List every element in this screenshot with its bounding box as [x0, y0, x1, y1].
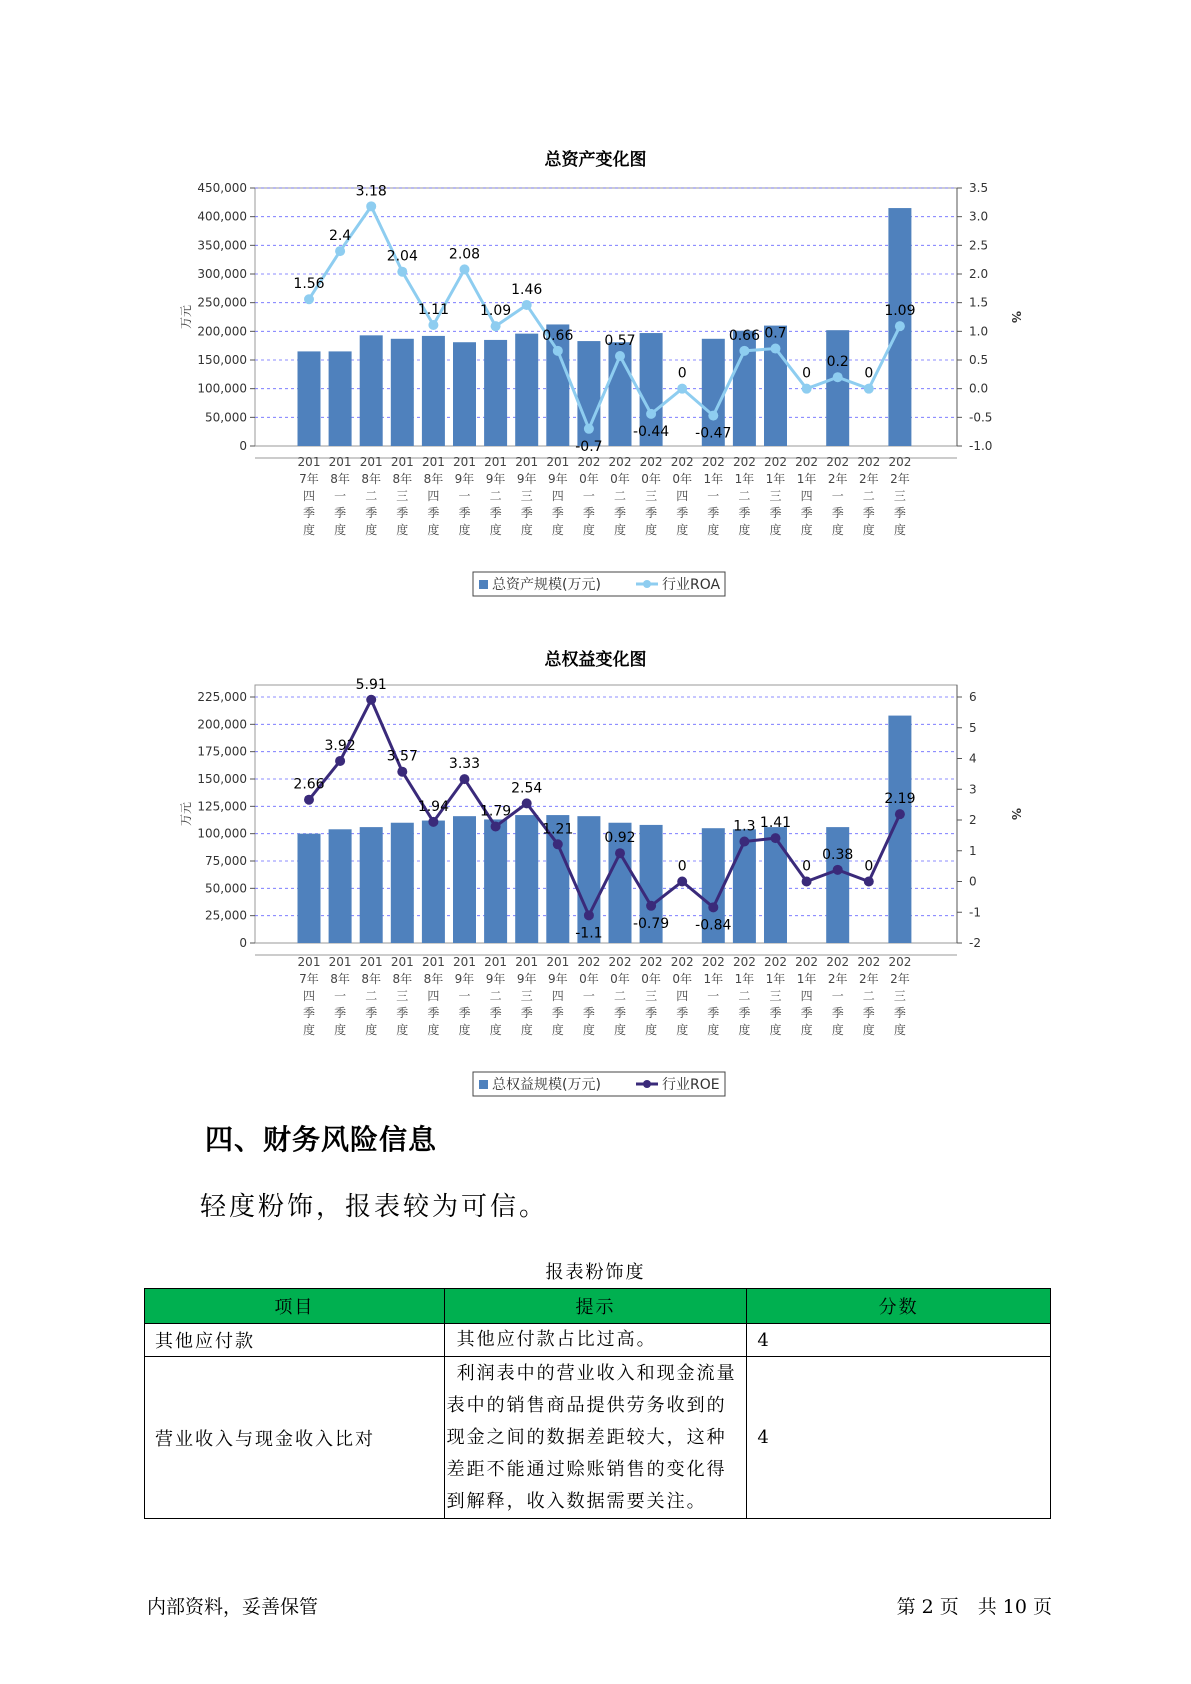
left-tick-label: 0	[239, 936, 247, 950]
legend-bar-swatch	[479, 1080, 488, 1089]
bar	[453, 816, 476, 943]
category-label: 201 8年二季度	[359, 455, 383, 537]
left-tick-label: 50,000	[205, 410, 247, 425]
data-label: 0	[677, 365, 687, 382]
line-point	[428, 817, 438, 827]
category-label: 202 2年一季度	[826, 455, 850, 537]
right-tick-label: 1.0	[969, 324, 989, 339]
category-label: 202 1年四季度	[795, 955, 819, 1037]
category-label: 202 0年一季度	[577, 955, 601, 1037]
right-tick-label: 1	[969, 843, 977, 858]
data-label: 3.18	[355, 183, 387, 200]
bar	[515, 815, 538, 943]
legend-line-marker	[643, 1080, 651, 1088]
row-hint	[444, 1324, 747, 1357]
header-hint: 提示	[444, 1289, 747, 1324]
right-tick-label: -2	[969, 936, 981, 950]
right-tick-label: 0.0	[969, 381, 989, 396]
data-label: 3.92	[324, 737, 356, 754]
left-tick-label: 200,000	[197, 324, 247, 339]
section-text: 轻度粉饰，报表较为可信。	[200, 1192, 549, 1222]
category-label: 202 0年二季度	[608, 955, 632, 1037]
line-point	[584, 910, 594, 920]
category-label: 202 1年四季度	[795, 455, 819, 537]
right-tick-label: 5	[969, 720, 977, 735]
chart-title: 总资产变化图	[544, 150, 647, 170]
category-label: 201 9年二季度	[484, 955, 508, 1037]
category-label: 201 8年一季度	[328, 455, 352, 537]
row-hint-text: 其他应付款占比过高。	[456, 1329, 657, 1350]
right-tick-label: 1.5	[969, 295, 989, 310]
legend-bar-label: 总权益规模(万元)	[492, 1077, 601, 1093]
left-tick-label: 450,000	[197, 181, 247, 195]
category-label: 202 1年三季度	[764, 455, 787, 537]
bar	[391, 823, 414, 943]
data-label: 0.38	[822, 846, 854, 863]
right-axis-label: %	[1009, 310, 1023, 324]
category-label: 202 0年四季度	[670, 455, 694, 537]
data-label: 0.66	[728, 327, 760, 344]
row-hint-text: 利润表中的营业收入和现金流量表中的销售商品提供劳务收到的现金之间的数据差距较大，这种差距不能通过赊账销售的变化得到解释，收入数据需要关注。	[446, 1362, 737, 1512]
legend-line-label: 行业ROA	[662, 577, 721, 593]
category-label: 202 2年二季度	[857, 455, 881, 537]
data-label: 3.57	[386, 748, 418, 765]
line-point	[708, 902, 718, 912]
category-label: 201 8年四季度	[421, 955, 445, 1037]
line-point	[864, 877, 874, 887]
data-label: 2.08	[448, 246, 481, 263]
category-label: 202 0年四季度	[670, 955, 694, 1037]
line-point	[895, 809, 905, 819]
category-label: 201 8年三季度	[390, 955, 414, 1037]
line-point	[522, 798, 532, 808]
line-point	[460, 774, 470, 784]
bar	[484, 819, 507, 943]
left-tick-label: 25,000	[205, 908, 247, 923]
right-tick-label: 2	[969, 813, 977, 827]
line-point	[366, 695, 376, 705]
line-point	[646, 901, 656, 911]
data-label: 1.09	[884, 303, 916, 320]
category-label: 201 8年二季度	[359, 955, 383, 1037]
right-tick-label: 3	[969, 782, 977, 797]
right-axis-label: %	[1009, 807, 1023, 821]
line-point	[739, 837, 749, 847]
data-label: 0.92	[604, 830, 636, 847]
line-point	[553, 839, 563, 849]
data-label: 1.3	[733, 818, 756, 835]
left-tick-label: 150,000	[197, 353, 247, 367]
table-caption: 报表粉饰度	[545, 1262, 646, 1283]
data-label: 0	[677, 858, 687, 875]
left-tick-label: 50,000	[205, 881, 247, 896]
category-label: 201 9年二季度	[484, 455, 508, 537]
category-label: 201 9年三季度	[515, 955, 539, 1037]
data-label: -0.44	[632, 423, 670, 440]
row-item: 其他应付款	[145, 1324, 445, 1357]
left-tick-label: 100,000	[197, 381, 247, 396]
data-label: -0.7	[575, 438, 603, 455]
line-point	[304, 795, 314, 805]
data-label: 0	[864, 365, 874, 382]
category-label: 201 9年三季度	[515, 455, 539, 537]
legend-bar-label: 总资产规模(万元)	[492, 577, 601, 593]
line-point	[771, 833, 781, 843]
data-label: 1.56	[293, 276, 325, 293]
category-label: 202 1年二季度	[732, 455, 756, 537]
category-label: 201 7年四季度	[297, 455, 321, 537]
category-label: 202 1年三季度	[764, 955, 787, 1037]
data-label: 1.94	[417, 798, 449, 815]
row-item: 营业收入与现金收入比对	[145, 1357, 445, 1519]
left-tick-label: 175,000	[197, 744, 247, 759]
right-tick-label: -0.5	[969, 410, 993, 425]
data-label: 2.66	[293, 776, 325, 793]
category-label: 201 9年四季度	[546, 955, 570, 1037]
left-tick-label: 100,000	[197, 826, 247, 841]
data-label: 1.11	[417, 302, 449, 319]
left-tick-label: 400,000	[197, 209, 247, 224]
bar	[422, 821, 445, 943]
left-tick-label: 225,000	[197, 690, 247, 704]
data-label: -0.84	[695, 917, 732, 934]
line-point	[397, 767, 407, 777]
data-label: 3.33	[448, 756, 481, 773]
line-point	[615, 848, 625, 858]
category-label: 202 2年二季度	[857, 955, 881, 1037]
row-score: 4	[747, 1357, 1051, 1519]
data-label: 1.79	[480, 803, 512, 820]
category-label: 202 0年一季度	[577, 455, 601, 537]
left-tick-label: 150,000	[197, 772, 247, 786]
table-header-row	[145, 1289, 1051, 1324]
left-tick-label: 300,000	[197, 267, 247, 281]
line-point	[335, 756, 345, 766]
data-label: 0.7	[764, 325, 787, 342]
bar	[764, 827, 787, 943]
left-tick-label: 75,000	[205, 854, 247, 868]
data-label: -1.1	[575, 925, 603, 942]
bar	[329, 829, 352, 943]
footer-confidential: 内部资料，妥善保管	[147, 1596, 319, 1618]
row-hint	[444, 1357, 747, 1519]
left-tick-label: 0	[239, 439, 247, 453]
data-label: 1.21	[542, 821, 574, 838]
data-label: 1.46	[511, 281, 543, 298]
right-tick-label: 0.5	[969, 353, 989, 367]
data-label: 5.91	[355, 676, 387, 693]
right-tick-label: 3.0	[969, 209, 989, 224]
category-label: 202 1年二季度	[732, 955, 756, 1037]
right-tick-label: 3.5	[969, 181, 989, 195]
data-label: 0.57	[604, 332, 636, 349]
risk-table	[144, 1288, 1051, 1519]
category-label: 202 2年三季度	[888, 455, 912, 537]
bar	[575, 816, 603, 943]
left-tick-label: 125,000	[197, 799, 247, 814]
bar	[298, 834, 321, 943]
category-label: 201 8年三季度	[390, 455, 414, 537]
category-label: 202 0年三季度	[639, 455, 663, 537]
data-label: 1.09	[480, 303, 512, 320]
left-tick-label: 200,000	[197, 717, 247, 732]
left-axis-label: 万元	[179, 801, 193, 827]
chart-title: 总权益变化图	[544, 650, 647, 670]
data-label: 2.54	[511, 780, 543, 797]
bar	[360, 827, 383, 943]
data-label: 2.4	[328, 228, 352, 245]
category-label: 201 7年四季度	[297, 955, 321, 1037]
header-item: 项目	[145, 1289, 445, 1324]
category-label: 201 9年四季度	[546, 455, 570, 537]
data-label: 0	[802, 365, 812, 382]
data-label: 2.04	[386, 248, 418, 265]
category-label: 201 8年一季度	[328, 955, 352, 1037]
right-tick-label: 4	[969, 751, 977, 766]
section-heading: 四、财务风险信息	[205, 1123, 438, 1156]
bar	[826, 827, 849, 943]
legend-line-label: 行业ROE	[662, 1077, 720, 1093]
line-point	[802, 877, 812, 887]
category-label: 201 9年一季度	[453, 955, 476, 1037]
category-label: 202 2年一季度	[826, 955, 850, 1037]
right-tick-label: 2.0	[969, 267, 989, 281]
category-label: 202 1年一季度	[701, 955, 725, 1037]
table-row	[145, 1357, 1051, 1519]
category-label: 202 2年三季度	[888, 955, 912, 1037]
line-point	[833, 865, 843, 875]
left-tick-label: 250,000	[197, 295, 247, 310]
data-label: 0	[802, 858, 812, 875]
right-tick-label: 2.5	[969, 238, 989, 253]
line-point	[491, 821, 501, 831]
right-tick-label: -1	[969, 905, 981, 920]
row-score: 4	[747, 1324, 1051, 1357]
right-tick-label: 0	[969, 874, 977, 889]
category-label: 202 1年一季度	[701, 455, 725, 537]
category-label: 201 9年一季度	[453, 455, 476, 537]
right-tick-label: -1.0	[969, 439, 993, 453]
line-point	[677, 877, 687, 887]
header-score: 分数	[747, 1289, 1051, 1324]
category-label: 201 8年四季度	[421, 455, 445, 537]
left-tick-label: 350,000	[197, 238, 247, 253]
data-label: -0.47	[695, 425, 732, 442]
data-label: 0.66	[542, 327, 574, 344]
data-label: -0.79	[632, 915, 670, 932]
category-label: 202 0年三季度	[639, 955, 663, 1037]
left-axis-label: 万元	[179, 304, 193, 330]
table-row	[145, 1324, 1051, 1357]
data-label: 1.41	[759, 815, 792, 832]
data-label: 0	[864, 858, 874, 875]
right-tick-label: 6	[969, 690, 977, 704]
data-label: 2.19	[884, 791, 916, 808]
data-label: 0.2	[826, 354, 849, 371]
category-label: 202 0年二季度	[608, 455, 632, 537]
footer-page-number: 第 2 页 共 10 页	[896, 1596, 1052, 1618]
